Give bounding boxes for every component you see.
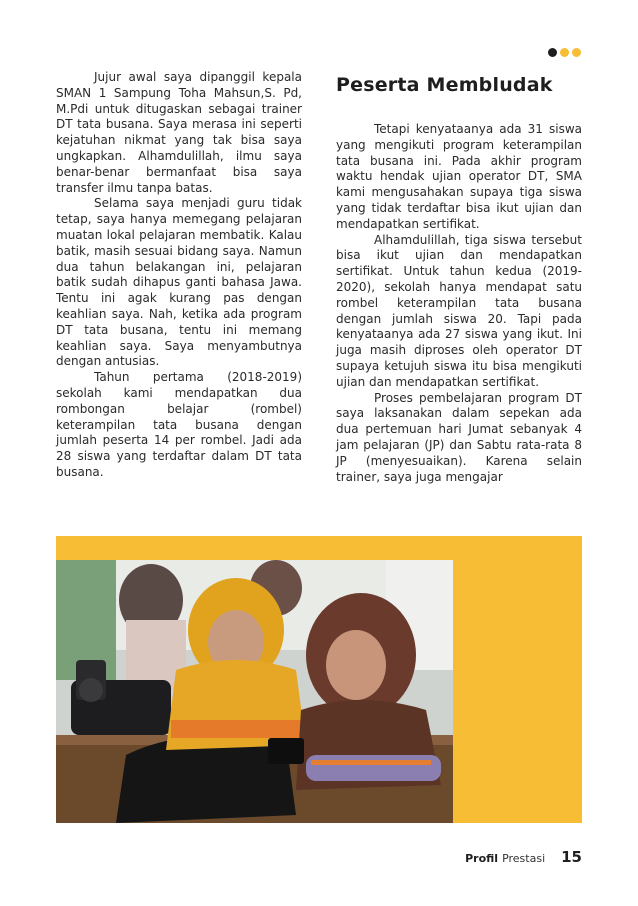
paragraph: Tahun pertama (2018-2019) sekolah kami mendapatkan dua rombongan belajar (rombel) keterampilan tata busana dengan jumlah peserta 14 per rombel. Jadi ada 28 siswa yang terdaftar dalam DT tata busana. (56, 370, 302, 479)
dot-yellow (560, 48, 569, 57)
dot-dark (548, 48, 557, 57)
photo-illustration (56, 560, 453, 823)
right-column (336, 122, 582, 485)
paragraph: Alhamdulillah, tiga siswa tersebut bisa ikut ujian dan mendapatkan sertifikat. Untuk tahun kedua (2019-2020), sekolah hanya mendapat satu rombel keterampilan tata busana dengan jumlah siswa 20. Tapi pada kenyataanya ada 27 siswa yang ikut. Ini juga masih diproses oleh operator DT supaya ketujuh siswa itu bisa mengikuti ujian dan mendapatkan sertifikat. (336, 232, 582, 389)
paragraph: Tetapi kenyataanya ada 31 siswa yang mengikuti program keterampilan tata busana ini. Pada akhir program waktu hendak ujian operator DT, SMA kami mengusahakan supaya tiga siswa yang tidak terdaftar bisa ikut ujian dan mendapatkan sertifikat. (336, 122, 582, 231)
footer-brand-regular: Prestasi (502, 852, 546, 865)
paragraph: Proses pembelajaran program DT saya laksanakan dalam sepekan ada dua pertemuan hari Jumat sebanyak 4 jam pelajaran (JP) dan Sabtu rata-rata 8 JP (menyesuaikan). Karena selain trainer, saya juga mengajar (336, 390, 582, 484)
footer-brand-bold: Profil (465, 852, 499, 865)
page-number: 15 (561, 848, 582, 866)
section-heading: Peserta Membludak (336, 74, 553, 96)
paragraph: Jujur awal saya dipanggil kepala SMAN 1 Sampung Toha Mahsun,S. Pd, M.Pdi untuk ditugaskan sebagai trainer DT tata busana. Saya merasa ini seperti kejatuhan nikmat yang tak bisa saya ungkapkan. Alhamdulillah, ilmu saya benar-benar bermanfaat bisa saya transfer ilmu tanpa batas. (56, 70, 302, 195)
page-footer (465, 848, 582, 866)
left-column (56, 70, 302, 481)
photo-sewing-class (56, 560, 453, 823)
dot-yellow (572, 48, 581, 57)
decorative-dots (548, 48, 581, 57)
paragraph: Selama saya menjadi guru tidak tetap, saya hanya memegang pelajaran muatan lokal pelajaran membatik. Kalau batik, masih sesuai bidang saya. Namun dua tahun belakangan ini, pelajaran batik sudah dihapus ganti bahasa Jawa. Tentu ini agak kurang pas dengan keahlian saya. Nah, ketika ada program DT tata busana, tentu ini memang keahlian saya. Saya menyambutnya dengan antusias. (56, 196, 302, 369)
